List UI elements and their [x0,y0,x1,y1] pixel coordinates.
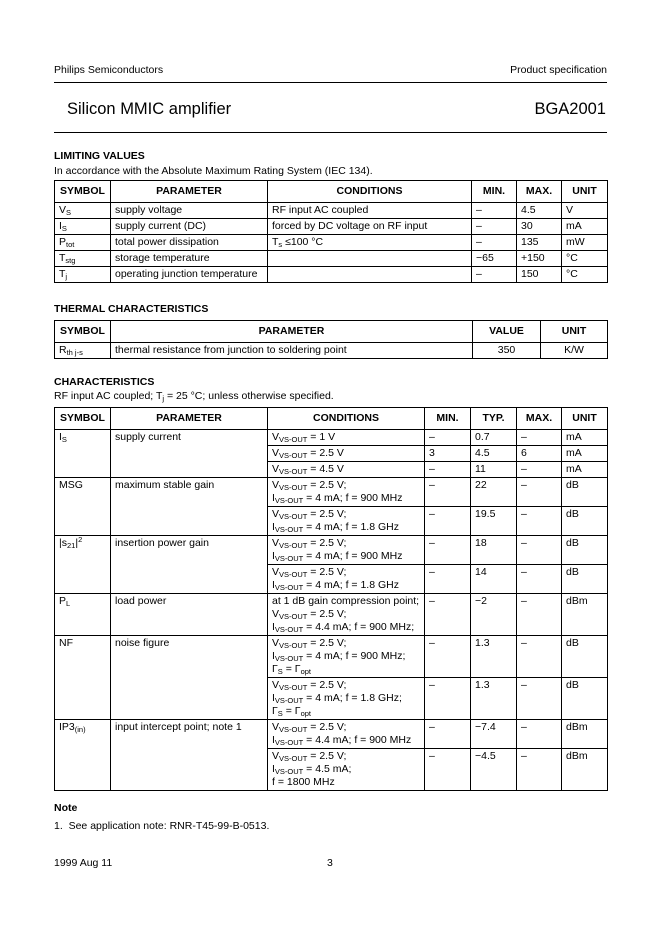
table-row [55,478,608,507]
min-cell: – [425,536,471,565]
unit-cell: K/W [541,343,608,359]
min-cell: – [425,565,471,594]
min-cell: – [425,749,471,791]
typ-cell: −4.5 [471,749,517,791]
note-heading: Note [54,802,78,814]
symbol-cell: MSG [55,478,111,536]
symbol-cell: $I_S$ [55,430,111,478]
conditions-cell: $T_s \le 100$ °C [268,235,472,251]
min-cell: – [472,219,517,235]
typ-cell: 14 [471,565,517,594]
parameter-cell: load power [111,594,268,636]
unit-cell: dBm [562,594,608,636]
parameter-cell: noise figure [111,636,268,720]
parameter-cell: supply current [111,430,268,478]
conditions-cell: $V_{VS-OUT} = 1$ V [268,430,425,446]
col-unit: UNIT [562,408,608,430]
max-cell: – [517,720,562,749]
min-cell: – [425,594,471,636]
max-cell: – [517,462,562,478]
symbol-cell: $R_{th j-s}$ [55,343,111,359]
parameter-cell: supply current (DC) [111,219,268,235]
table-row [55,203,608,219]
table-row [55,636,608,678]
min-cell: – [425,462,471,478]
table-row [55,343,608,359]
parameter-cell: storage temperature [111,251,268,267]
max-cell: – [517,749,562,791]
min-cell: −65 [472,251,517,267]
min-cell: 3 [425,446,471,462]
table-row [55,594,608,636]
header-doc-type: Product specification [510,64,607,76]
max-cell: – [517,507,562,536]
table-header-row [55,321,608,343]
unit-cell: dB [562,536,608,565]
max-cell: 30 [517,219,562,235]
typ-cell: 19.5 [471,507,517,536]
conditions-cell: $V_{VS-OUT} = 2.5$ V [268,446,425,462]
typ-cell: 22 [471,478,517,507]
col-min: MIN. [472,181,517,203]
unit-cell: dB [562,636,608,678]
unit-cell: dB [562,478,608,507]
typ-cell: −2 [471,594,517,636]
max-cell: – [517,594,562,636]
unit-cell: mA [562,446,608,462]
unit-cell: °C [562,251,608,267]
typ-cell: −7.4 [471,720,517,749]
characteristics-table [54,407,608,791]
table-row [55,235,608,251]
table-header-row [55,181,608,203]
unit-cell: mA [562,219,608,235]
col-min: MIN. [425,408,471,430]
max-cell: – [517,565,562,594]
conditions-cell: $V_{VS-OUT} = 2.5$ V; $I_{VS-OUT} = 4$ mA; f = 1.8 GHz; $\Gamma_S = \Gamma_{opt}$ [268,678,425,720]
conditions-cell: $V_{VS-OUT} = 2.5$ V; $I_{VS-OUT} = 4$ mA; f = 1.8 GHz [268,565,425,594]
symbol-cell: $T_{stg}$ [55,251,111,267]
symbol-cell: $I_S$ [55,219,111,235]
col-max: MAX. [517,408,562,430]
table-row [55,219,608,235]
parameter-cell: total power dissipation [111,235,268,251]
col-conditions: CONDITIONS [268,408,425,430]
parameter-cell: supply voltage [111,203,268,219]
max-cell: +150 [517,251,562,267]
characteristics-intro: RF input AC coupled; $T_j = 25$ °C; unless otherwise specified. [54,390,334,403]
max-cell: 4.5 [517,203,562,219]
symbol-cell: $V_S$ [55,203,111,219]
min-cell: – [425,636,471,678]
header-rule [54,82,607,83]
table-row [55,536,608,565]
symbol-cell: $T_j$ [55,267,111,283]
max-cell: – [517,430,562,446]
min-cell: – [425,430,471,446]
conditions-cell: forced by DC voltage on RF input [268,219,472,235]
min-cell: – [472,267,517,283]
max-cell: – [517,478,562,507]
typ-cell: 1.3 [471,678,517,720]
header-company: Philips Semiconductors [54,64,164,76]
parameter-cell: operating junction temperature [111,267,268,283]
max-cell: 135 [517,235,562,251]
unit-cell: dB [562,678,608,720]
footer-date: 1999 Aug 11 [54,857,113,869]
conditions-cell: $V_{VS-OUT} = 2.5$ V; $I_{VS-OUT} = 4.5$ mA; f = 1800 MHz [268,749,425,791]
unit-cell: dB [562,507,608,536]
min-cell: – [425,507,471,536]
col-unit: UNIT [562,181,608,203]
unit-cell: mW [562,235,608,251]
col-value: VALUE [473,321,541,343]
conditions-cell [268,267,472,283]
col-symbol: SYMBOL [55,181,111,203]
symbol-cell: NF [55,636,111,720]
typ-cell: 18 [471,536,517,565]
typ-cell: 1.3 [471,636,517,678]
conditions-cell: $V_{VS-OUT} = 2.5$ V; $I_{VS-OUT} = 4$ mA; f = 900 MHz [268,478,425,507]
part-number: BGA2001 [534,100,606,118]
min-cell: – [425,678,471,720]
page-number: 3 [327,857,333,869]
unit-cell: °C [562,267,608,283]
conditions-cell: $V_{VS-OUT} = 2.5$ V; $I_{VS-OUT} = 4.4$ mA; f = 900 MHz [268,720,425,749]
min-cell: – [425,720,471,749]
max-cell: 150 [517,267,562,283]
unit-cell: mA [562,462,608,478]
unit-cell: mA [562,430,608,446]
thermal-heading: THERMAL CHARACTERISTICS [54,303,209,315]
table-row [55,251,608,267]
col-symbol: SYMBOL [55,321,111,343]
max-cell: – [517,636,562,678]
parameter-cell: thermal resistance from junction to soldering point [111,343,473,359]
symbol-cell: $P_{tot}$ [55,235,111,251]
table-row [55,720,608,749]
col-parameter: PARAMETER [111,408,268,430]
note-text: 1. See application note: RNR-T45-99-B-0513. [54,820,270,832]
max-cell: – [517,678,562,720]
parameter-cell: insertion power gain [111,536,268,594]
conditions-cell: $V_{VS-OUT} = 2.5$ V; $I_{VS-OUT} = 4$ mA; f = 900 MHz; $\Gamma_S = \Gamma_{opt}$ [268,636,425,678]
conditions-cell: $V_{VS-OUT} = 4.5$ V [268,462,425,478]
characteristics-heading: CHARACTERISTICS [54,376,155,388]
table-row [55,267,608,283]
typ-cell: 4.5 [471,446,517,462]
typ-cell: 11 [471,462,517,478]
unit-cell: dB [562,565,608,594]
col-symbol: SYMBOL [55,408,111,430]
value-cell: 350 [473,343,541,359]
conditions-cell [268,251,472,267]
min-cell: – [472,203,517,219]
limiting-heading: LIMITING VALUES [54,150,145,162]
parameter-cell: maximum stable gain [111,478,268,536]
symbol-cell: $P_L$ [55,594,111,636]
col-conditions: CONDITIONS [268,181,472,203]
min-cell: – [472,235,517,251]
table-header-row [55,408,608,430]
unit-cell: dBm [562,749,608,791]
conditions-cell: RF input AC coupled [268,203,472,219]
max-cell: – [517,536,562,565]
symbol-cell: $IP3_{(in)}$ [55,720,111,791]
col-parameter: PARAMETER [111,321,473,343]
parameter-cell: input intercept point; note 1 [111,720,268,791]
col-max: MAX. [517,181,562,203]
conditions-cell: $V_{VS-OUT} = 2.5$ V; $I_{VS-OUT} = 4$ mA; f = 1.8 GHz [268,507,425,536]
table-row [55,430,608,446]
title-rule [54,132,607,133]
device-title: Silicon MMIC amplifier [67,100,232,118]
unit-cell: dBm [562,720,608,749]
conditions-cell: at 1 dB gain compression point; $V_{VS-OUT} = 2.5$ V; $I_{VS-OUT} = 4.4$ mA; f = 900 MHz; [268,594,425,636]
min-cell: – [425,478,471,507]
col-unit: UNIT [541,321,608,343]
typ-cell: 0.7 [471,430,517,446]
symbol-cell: $|s_{21}|^2$ [55,536,111,594]
col-typ: TYP. [471,408,517,430]
thermal-table [54,320,608,359]
conditions-cell: $V_{VS-OUT} = 2.5$ V; $I_{VS-OUT} = 4$ mA; f = 900 MHz [268,536,425,565]
limiting-intro: In accordance with the Absolute Maximum Rating System (IEC 134). [54,165,373,177]
max-cell: 6 [517,446,562,462]
col-parameter: PARAMETER [111,181,268,203]
limiting-values-table [54,180,608,283]
unit-cell: V [562,203,608,219]
